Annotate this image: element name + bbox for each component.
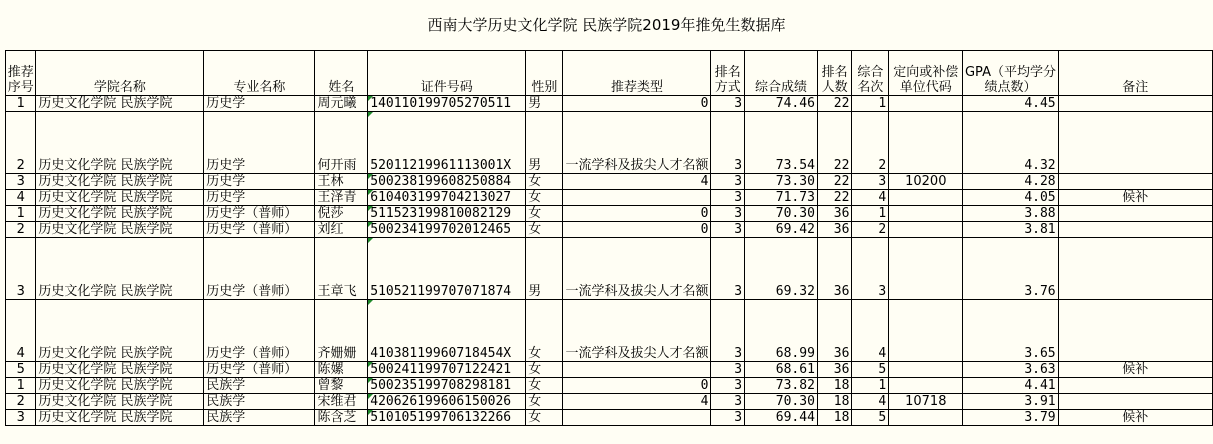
table-cell[interactable]: 1 bbox=[852, 378, 889, 394]
table-cell[interactable]: 10200 bbox=[889, 174, 963, 190]
table-cell[interactable]: 男 bbox=[526, 112, 563, 174]
table-cell[interactable] bbox=[1058, 206, 1212, 222]
table-cell[interactable]: 历史文化学院 民族学院 bbox=[36, 300, 204, 362]
table-cell[interactable]: 齐姗姗 bbox=[315, 300, 368, 362]
table-cell[interactable]: 候补 bbox=[1058, 410, 1212, 426]
table-cell[interactable]: 3 bbox=[711, 362, 745, 378]
table-cell[interactable]: 3 bbox=[711, 206, 745, 222]
table-cell[interactable] bbox=[889, 96, 963, 112]
table-cell[interactable]: 女 bbox=[526, 174, 563, 190]
sheet-title: 西南大学历史文化学院 民族学院2019年推免生数据库 bbox=[427, 16, 786, 34]
table-row bbox=[6, 378, 1213, 394]
table-row bbox=[6, 112, 1213, 174]
table-cell[interactable] bbox=[889, 410, 963, 426]
table-cell[interactable] bbox=[889, 206, 963, 222]
table-cell[interactable]: 历史文化学院 民族学院 bbox=[36, 362, 204, 378]
table-cell[interactable] bbox=[1058, 174, 1212, 190]
table-cell[interactable]: 52011219961113001X bbox=[368, 112, 526, 174]
table-row bbox=[6, 394, 1213, 410]
table-cell[interactable]: 刘红 bbox=[315, 222, 368, 238]
table-row bbox=[6, 362, 1213, 378]
table-cell[interactable]: 曾黎 bbox=[315, 378, 368, 394]
table-cell[interactable]: 女 bbox=[526, 394, 563, 410]
table-cell[interactable]: 历史文化学院 民族学院 bbox=[36, 206, 204, 222]
table-cell[interactable]: 女 bbox=[526, 190, 563, 206]
table-cell[interactable]: 历史文化学院 民族学院 bbox=[36, 190, 204, 206]
table-cell[interactable]: 18 bbox=[817, 378, 852, 394]
column-header[interactable]: 排名人数 bbox=[817, 51, 852, 96]
table-cell[interactable]: 610403199704213027 bbox=[368, 190, 526, 206]
table-cell[interactable] bbox=[889, 190, 963, 206]
table-cell[interactable]: 4 bbox=[6, 300, 36, 362]
table-cell[interactable]: 70.30 bbox=[745, 394, 818, 410]
table-row bbox=[6, 410, 1213, 426]
table-cell[interactable]: 69.32 bbox=[745, 238, 818, 300]
table-cell[interactable]: 历史文化学院 民族学院 bbox=[36, 174, 204, 190]
table-cell[interactable] bbox=[563, 362, 711, 378]
table-cell[interactable]: 10718 bbox=[889, 394, 963, 410]
table-row bbox=[6, 222, 1213, 238]
table-cell[interactable]: 1 bbox=[852, 206, 889, 222]
table-cell[interactable] bbox=[1058, 222, 1212, 238]
table-cell[interactable]: 民族学 bbox=[204, 410, 315, 426]
column-header[interactable]: 推荐类型 bbox=[563, 51, 711, 96]
table-cell[interactable]: 历史学 bbox=[204, 112, 315, 174]
table-cell[interactable]: 420626199606150026 bbox=[368, 394, 526, 410]
table-cell[interactable] bbox=[889, 300, 963, 362]
table-cell[interactable]: 周元曦 bbox=[315, 96, 368, 112]
table-cell[interactable]: 3 bbox=[711, 300, 745, 362]
column-header[interactable]: 性别 bbox=[526, 51, 563, 96]
table-cell[interactable] bbox=[889, 238, 963, 300]
column-header[interactable]: 证件号码 bbox=[368, 51, 526, 96]
table-row bbox=[6, 300, 1213, 362]
table-cell[interactable]: 5 bbox=[852, 410, 889, 426]
table-cell[interactable]: 74.46 bbox=[745, 96, 818, 112]
table-cell[interactable]: 3 bbox=[6, 174, 36, 190]
table-cell[interactable] bbox=[889, 362, 963, 378]
table-cell[interactable]: 宋维君 bbox=[315, 394, 368, 410]
table-cell[interactable]: 3.76 bbox=[963, 238, 1058, 300]
column-header[interactable]: 专业名称 bbox=[204, 51, 315, 96]
table-cell[interactable]: 0 bbox=[563, 378, 711, 394]
table-cell[interactable]: 历史学 bbox=[204, 190, 315, 206]
table-cell[interactable]: 22 bbox=[817, 190, 852, 206]
table-cell[interactable]: 何开雨 bbox=[315, 112, 368, 174]
table-cell[interactable]: 女 bbox=[526, 362, 563, 378]
table-cell[interactable]: 男 bbox=[526, 238, 563, 300]
table-cell[interactable]: 36 bbox=[817, 222, 852, 238]
table-cell[interactable]: 4 bbox=[563, 174, 711, 190]
table-cell[interactable] bbox=[1058, 394, 1212, 410]
table-cell[interactable]: 历史学（普师） bbox=[204, 238, 315, 300]
table-cell[interactable]: 3 bbox=[711, 410, 745, 426]
table-cell[interactable]: 3 bbox=[711, 112, 745, 174]
table-cell[interactable]: 3.79 bbox=[963, 410, 1058, 426]
table-cell[interactable]: 1 bbox=[6, 96, 36, 112]
table-cell[interactable]: 历史文化学院 民族学院 bbox=[36, 410, 204, 426]
table-cell[interactable]: 69.44 bbox=[745, 410, 818, 426]
table-cell[interactable]: 历史文化学院 民族学院 bbox=[36, 112, 204, 174]
header-row bbox=[6, 51, 1213, 96]
table-cell[interactable]: 男 bbox=[526, 96, 563, 112]
column-header[interactable]: 学院名称 bbox=[36, 51, 204, 96]
table-cell[interactable]: 2 bbox=[852, 222, 889, 238]
table-cell[interactable]: 候补 bbox=[1058, 190, 1212, 206]
table-cell[interactable]: 历史学（普师） bbox=[204, 300, 315, 362]
table-cell[interactable]: 历史学 bbox=[204, 174, 315, 190]
table-cell[interactable] bbox=[563, 190, 711, 206]
table-cell[interactable]: 4.28 bbox=[963, 174, 1058, 190]
table-row bbox=[6, 206, 1213, 222]
table-cell[interactable]: 3 bbox=[6, 410, 36, 426]
column-header[interactable]: 定向或补偿单位代码 bbox=[889, 51, 963, 96]
table-cell[interactable]: 王泽青 bbox=[315, 190, 368, 206]
table-cell[interactable] bbox=[889, 112, 963, 174]
column-header[interactable]: 推荐序号 bbox=[6, 51, 36, 96]
table-cell[interactable]: 倪莎 bbox=[315, 206, 368, 222]
table-cell[interactable]: 36 bbox=[817, 300, 852, 362]
table-cell[interactable]: 3 bbox=[711, 238, 745, 300]
table-cell[interactable]: 3 bbox=[852, 238, 889, 300]
table-cell[interactable]: 73.54 bbox=[745, 112, 818, 174]
table-cell[interactable]: 历史学 bbox=[204, 96, 315, 112]
table-cell[interactable]: 500241199707122421 bbox=[368, 362, 526, 378]
table-cell[interactable]: 510105199706132266 bbox=[368, 410, 526, 426]
table-cell[interactable]: 3 bbox=[6, 238, 36, 300]
table-cell[interactable]: 500238199608250884 bbox=[368, 174, 526, 190]
table-cell[interactable] bbox=[1058, 238, 1212, 300]
table-cell[interactable] bbox=[1058, 300, 1212, 362]
table-cell[interactable]: 2 bbox=[852, 112, 889, 174]
table-cell[interactable]: 511523199810082129 bbox=[368, 206, 526, 222]
table-cell[interactable]: 18 bbox=[817, 394, 852, 410]
column-header[interactable]: 综合名次 bbox=[852, 51, 889, 96]
table-cell[interactable]: 3.81 bbox=[963, 222, 1058, 238]
table-cell[interactable] bbox=[889, 222, 963, 238]
table-cell[interactable]: 2 bbox=[6, 222, 36, 238]
table-row bbox=[6, 96, 1213, 112]
table-cell[interactable]: 36 bbox=[817, 238, 852, 300]
table-cell[interactable]: 73.30 bbox=[745, 174, 818, 190]
table-cell[interactable] bbox=[889, 378, 963, 394]
table-cell[interactable]: 68.99 bbox=[745, 300, 818, 362]
table-cell[interactable]: 36 bbox=[817, 362, 852, 378]
table-cell[interactable]: 4 bbox=[563, 394, 711, 410]
table-cell[interactable]: 历史文化学院 民族学院 bbox=[36, 394, 204, 410]
table-cell[interactable]: 3 bbox=[711, 378, 745, 394]
table-cell[interactable]: 陈嫘 bbox=[315, 362, 368, 378]
table-row bbox=[6, 190, 1213, 206]
column-header[interactable]: 姓名 bbox=[315, 51, 368, 96]
table-cell[interactable]: 3.88 bbox=[963, 206, 1058, 222]
table-cell[interactable]: 历史文化学院 民族学院 bbox=[36, 222, 204, 238]
table-cell[interactable]: 女 bbox=[526, 206, 563, 222]
table-cell[interactable]: 王章飞 bbox=[315, 238, 368, 300]
table-cell[interactable]: 510521199707071874 bbox=[368, 238, 526, 300]
table-cell[interactable]: 女 bbox=[526, 222, 563, 238]
table-cell[interactable]: 4.32 bbox=[963, 112, 1058, 174]
table-cell[interactable]: 4 bbox=[852, 300, 889, 362]
table-cell[interactable]: 3 bbox=[852, 174, 889, 190]
table-cell[interactable]: 73.82 bbox=[745, 378, 818, 394]
table-cell[interactable]: 3 bbox=[711, 222, 745, 238]
table-cell[interactable]: 3 bbox=[711, 96, 745, 112]
table-cell[interactable]: 22 bbox=[817, 112, 852, 174]
table-cell[interactable]: 陈含芝 bbox=[315, 410, 368, 426]
table-cell[interactable]: 3.63 bbox=[963, 362, 1058, 378]
table-cell[interactable]: 5 bbox=[6, 362, 36, 378]
table-cell[interactable]: 一流学科及拔尖人才名额 bbox=[563, 112, 711, 174]
table-row bbox=[6, 174, 1213, 190]
table-cell[interactable]: 140110199705270511 bbox=[368, 96, 526, 112]
table-cell[interactable]: 3 bbox=[711, 190, 745, 206]
table-cell[interactable]: 3.91 bbox=[963, 394, 1058, 410]
table-cell[interactable]: 22 bbox=[817, 96, 852, 112]
table-cell[interactable]: 女 bbox=[526, 378, 563, 394]
table-cell[interactable]: 一流学科及拔尖人才名额 bbox=[563, 238, 711, 300]
table-cell[interactable]: 1 bbox=[852, 96, 889, 112]
table-cell[interactable]: 女 bbox=[526, 410, 563, 426]
table-cell[interactable]: 71.73 bbox=[745, 190, 818, 206]
table-cell[interactable]: 3 bbox=[711, 394, 745, 410]
table-cell[interactable]: 68.61 bbox=[745, 362, 818, 378]
table-row bbox=[6, 238, 1213, 300]
table-cell[interactable]: 22 bbox=[817, 174, 852, 190]
table-cell[interactable]: 4.41 bbox=[963, 378, 1058, 394]
table-cell[interactable]: 历史文化学院 民族学院 bbox=[36, 238, 204, 300]
column-header[interactable]: GPA（平均学分绩点数） bbox=[963, 51, 1058, 96]
table-cell[interactable]: 王林 bbox=[315, 174, 368, 190]
table-cell[interactable]: 2 bbox=[6, 112, 36, 174]
table-cell[interactable]: 69.42 bbox=[745, 222, 818, 238]
table-cell[interactable]: 500235199708298181 bbox=[368, 378, 526, 394]
table-cell[interactable]: 历史文化学院 民族学院 bbox=[36, 96, 204, 112]
table-cell[interactable]: 36 bbox=[817, 206, 852, 222]
table-cell[interactable]: 4 bbox=[852, 394, 889, 410]
table-cell[interactable]: 0 bbox=[563, 222, 711, 238]
table-cell[interactable]: 41038119960718454X bbox=[368, 300, 526, 362]
table-cell[interactable]: 4.05 bbox=[963, 190, 1058, 206]
table-cell[interactable]: 民族学 bbox=[204, 394, 315, 410]
table-cell[interactable]: 500234199702012465 bbox=[368, 222, 526, 238]
table-cell[interactable] bbox=[1058, 96, 1212, 112]
table-cell[interactable]: 一流学科及拔尖人才名额 bbox=[563, 300, 711, 362]
table-cell[interactable]: 1 bbox=[6, 378, 36, 394]
table-cell[interactable]: 历史学（普师） bbox=[204, 222, 315, 238]
table-cell[interactable]: 3 bbox=[711, 174, 745, 190]
table-cell[interactable]: 4 bbox=[852, 190, 889, 206]
table-cell[interactable]: 候补 bbox=[1058, 362, 1212, 378]
table-cell[interactable]: 4.45 bbox=[963, 96, 1058, 112]
table-cell[interactable]: 18 bbox=[817, 410, 852, 426]
table-cell[interactable] bbox=[563, 410, 711, 426]
column-header[interactable]: 排名方式 bbox=[711, 51, 745, 96]
table-cell[interactable]: 3.65 bbox=[963, 300, 1058, 362]
table-cell[interactable]: 70.30 bbox=[745, 206, 818, 222]
table-cell[interactable]: 0 bbox=[563, 96, 711, 112]
table-cell[interactable]: 民族学 bbox=[204, 378, 315, 394]
table-cell[interactable] bbox=[1058, 112, 1212, 174]
table-cell[interactable] bbox=[1058, 378, 1212, 394]
column-header[interactable]: 备注 bbox=[1058, 51, 1212, 96]
data-table bbox=[5, 50, 1213, 426]
table-cell[interactable]: 历史学（普师） bbox=[204, 206, 315, 222]
table-cell[interactable]: 1 bbox=[6, 206, 36, 222]
table-cell[interactable]: 历史学（普师） bbox=[204, 362, 315, 378]
table-cell[interactable]: 历史文化学院 民族学院 bbox=[36, 378, 204, 394]
table-cell[interactable]: 4 bbox=[6, 190, 36, 206]
table-cell[interactable]: 女 bbox=[526, 300, 563, 362]
table-cell[interactable]: 2 bbox=[6, 394, 36, 410]
table-cell[interactable]: 5 bbox=[852, 362, 889, 378]
table-cell[interactable]: 0 bbox=[563, 206, 711, 222]
column-header[interactable]: 综合成绩 bbox=[745, 51, 818, 96]
